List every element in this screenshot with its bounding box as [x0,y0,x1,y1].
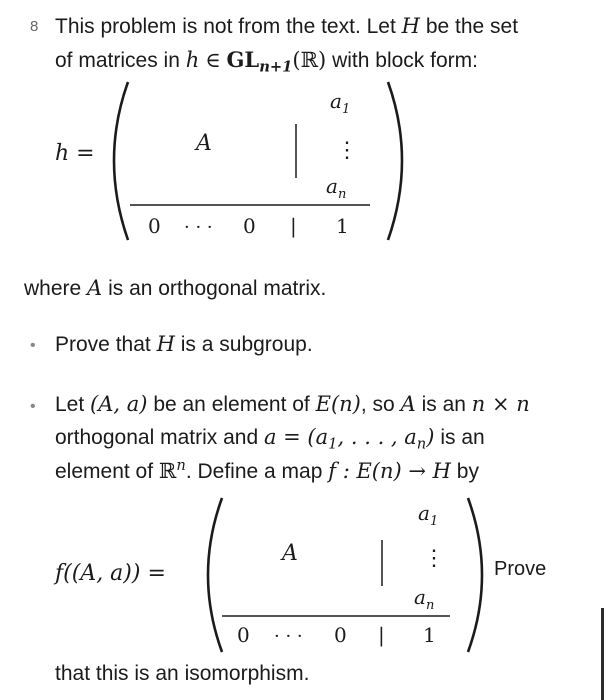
matrix1-row-zero-left: 0 [148,214,161,238]
bullet2-line-1: Let (A, a) be an element of E(n), so A is an n × n [55,392,530,416]
element-of: ∈ [205,48,221,72]
bullet1-H: H [156,332,175,356]
line1-prefix: This problem is not from the text. Let [55,15,396,38]
problem-number: 8 [30,18,39,35]
vector-a: $a = (a_1$, . . . , $a_n$) [263,425,435,453]
prove-word: Prove [494,558,547,580]
where-A: A [87,276,103,300]
line2-h: h [185,48,200,72]
matrix2-vdots: ⋮ [423,546,445,571]
bullet1-text: Prove that H is a subgroup. [55,332,313,356]
set-symbol-H: H [401,14,420,38]
bullet2-line-2: orthogonal matrix and $a = (a_1$, . . . , $a_n$) is an [55,425,485,453]
real-space-Rn: ℝ$^n$ [158,457,186,484]
closing-line: that this is an isomorphism. [55,662,310,685]
bullet2-line-3: element of ℝ$^n$. Define a map f : E(n) → H by [55,457,479,484]
bullet1-marker: • [30,337,36,354]
matrix2-right-paren [468,498,482,652]
matrix1-a1: $a_1$ [330,89,351,117]
matrix1-vdots: ⋮ [336,138,358,163]
n-by-n: n × n [471,392,530,416]
bullet2-marker: • [30,398,36,415]
matrix1-block-A: A [196,131,212,156]
text-cursor [601,608,604,700]
line1-suffix: be the set [425,15,519,38]
matrix1-an: $a_n$ [326,174,347,202]
matrix1-lhs: h = [55,141,95,166]
matrix2-row-zero-left: 0 [237,623,250,647]
line2-suffix: with block form: [332,49,478,72]
matrix2-a1: $a_1$ [418,501,439,529]
real-field: (ℝ) [292,48,327,72]
matrix2-block-A: A [282,541,298,566]
euclidean-group-En: E(n) [315,392,361,416]
matrix2-left-paren [208,498,222,652]
matrix1-row-dots: · · · [184,217,213,238]
matrix1-row-sep: | [290,214,297,238]
pair-A-a: (A, a) [90,392,148,416]
matrix2-lhs: f((A, a)) = [55,561,166,586]
matrix2-row-one: 1 [423,623,436,647]
matrix2-row-zero-right: 0 [334,623,347,647]
where-line: where A is an orthogonal matrix. [24,276,327,300]
line2-prefix: of matrices in [55,49,180,72]
matrix2-an: $a_n$ [414,585,435,613]
matrix1-row-one: 1 [336,214,349,238]
matrix2-row-dots: · · · [274,626,303,647]
matrix2-row-sep: | [378,623,385,647]
map-f: f : E(n) → H [328,459,451,484]
general-linear-group: $GL_{n+1}$ [226,47,293,76]
matrix1-row-zero-right: 0 [243,214,256,238]
